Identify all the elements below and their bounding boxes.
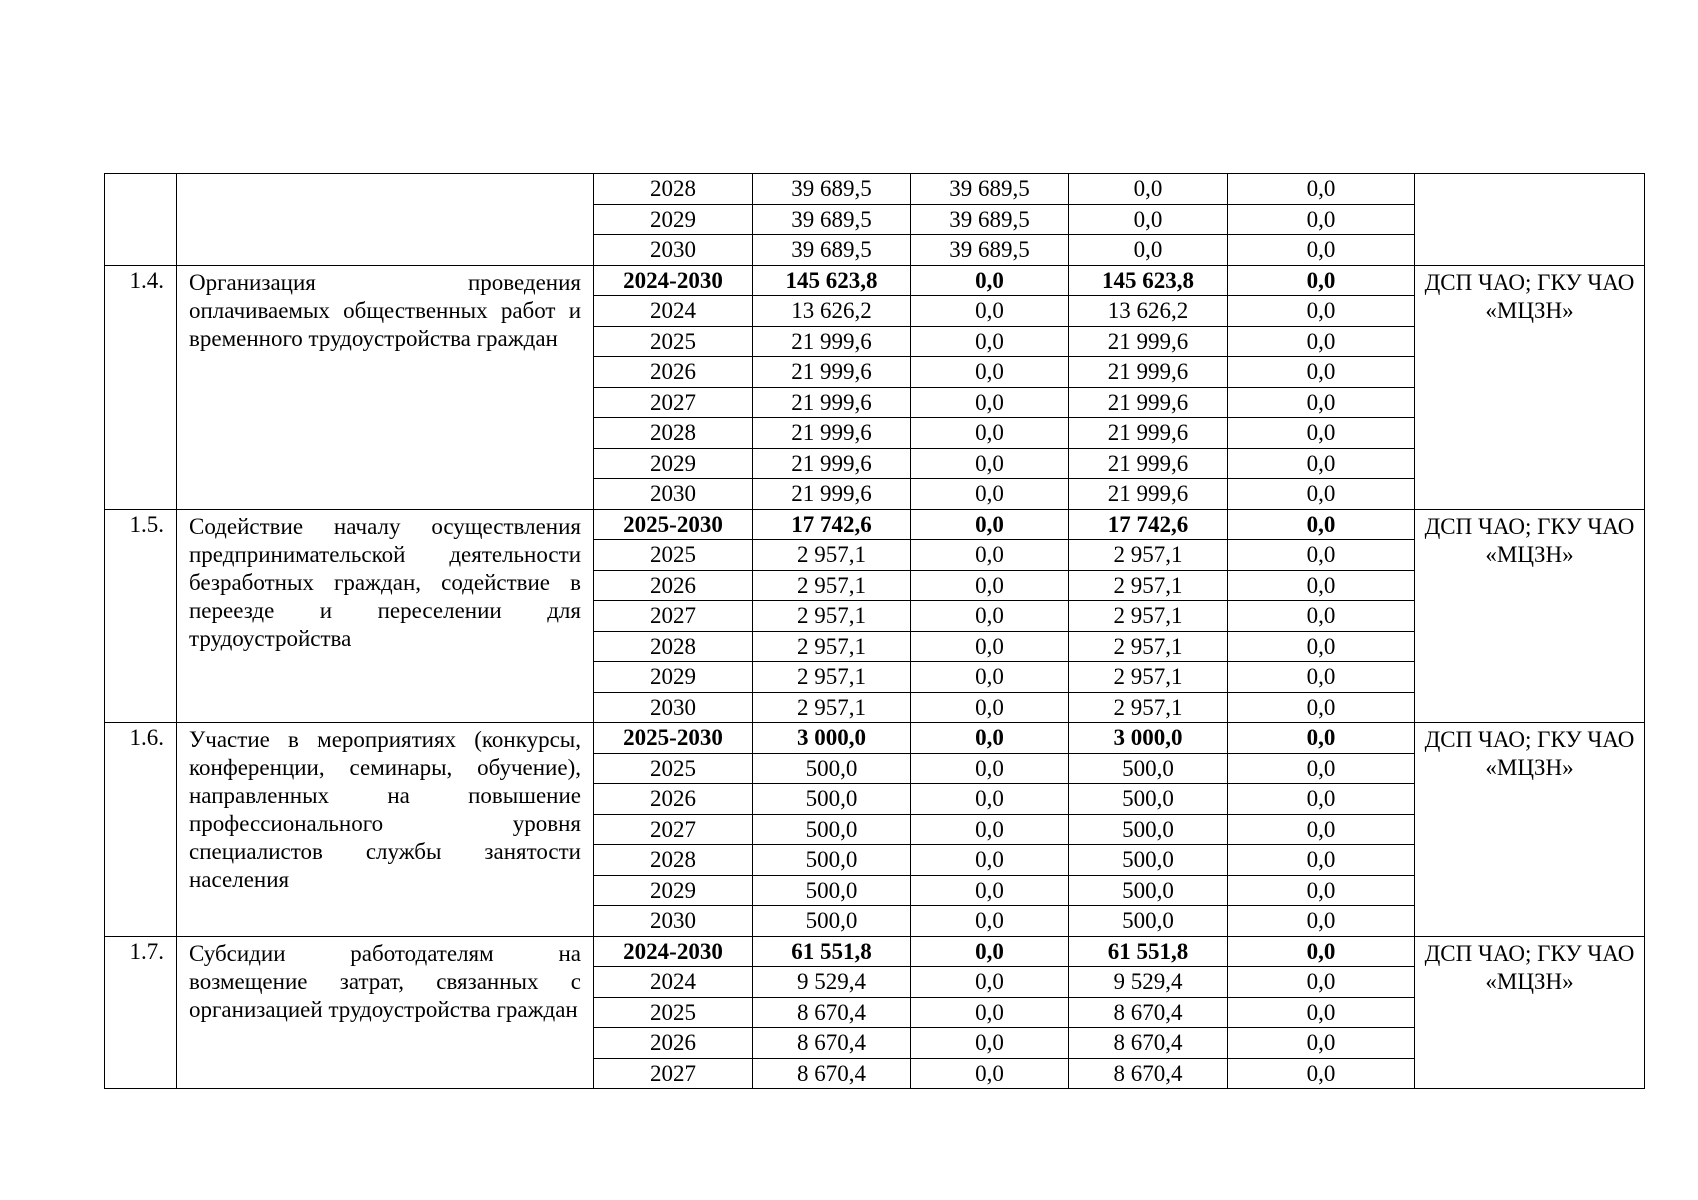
funding-col-1-cell: 0,0 xyxy=(911,631,1069,662)
funding-col-2-cell: 500,0 xyxy=(1069,814,1228,845)
funding-col-3-cell: 0,0 xyxy=(1228,723,1415,754)
funding-col-1-cell: 0,0 xyxy=(911,601,1069,632)
funding-col-2-cell: 2 957,1 xyxy=(1069,570,1228,601)
executor-cell: ДСП ЧАО; ГКУ ЧАО «МЦЗН» xyxy=(1415,936,1645,1089)
funding-col-1-cell: 0,0 xyxy=(911,997,1069,1028)
table-row-total xyxy=(105,936,1645,967)
year-cell: 2029 xyxy=(594,875,753,906)
year-cell: 2025-2030 xyxy=(594,509,753,540)
total-cell: 8 670,4 xyxy=(753,1058,911,1089)
total-cell: 3 000,0 xyxy=(753,723,911,754)
funding-col-2-cell: 13 626,2 xyxy=(1069,296,1228,327)
funding-col-1-cell: 0,0 xyxy=(911,723,1069,754)
funding-col-2-cell: 0,0 xyxy=(1069,174,1228,205)
year-cell: 2026 xyxy=(594,1028,753,1059)
funding-col-3-cell: 0,0 xyxy=(1228,174,1415,205)
total-cell: 500,0 xyxy=(753,906,911,937)
table-body xyxy=(105,174,1645,1089)
funding-col-1-cell: 0,0 xyxy=(911,692,1069,723)
funding-col-3-cell: 0,0 xyxy=(1228,235,1415,266)
item-number-cell: 1.4. xyxy=(105,265,177,509)
year-cell: 2029 xyxy=(594,204,753,235)
item-number-cell: 1.6. xyxy=(105,723,177,937)
funding-col-1-cell: 0,0 xyxy=(911,753,1069,784)
funding-col-2-cell: 8 670,4 xyxy=(1069,997,1228,1028)
funding-col-3-cell: 0,0 xyxy=(1228,601,1415,632)
funding-col-1-cell: 0,0 xyxy=(911,967,1069,998)
total-cell: 21 999,6 xyxy=(753,479,911,510)
executor-cell: ДСП ЧАО; ГКУ ЧАО «МЦЗН» xyxy=(1415,723,1645,937)
funding-col-2-cell: 2 957,1 xyxy=(1069,662,1228,693)
total-cell: 145 623,8 xyxy=(753,265,911,296)
total-cell: 2 957,1 xyxy=(753,631,911,662)
funding-col-1-cell: 39 689,5 xyxy=(911,235,1069,266)
total-cell: 39 689,5 xyxy=(753,204,911,235)
funding-col-3-cell: 0,0 xyxy=(1228,906,1415,937)
funding-col-1-cell: 0,0 xyxy=(911,265,1069,296)
funding-col-2-cell: 0,0 xyxy=(1069,235,1228,266)
year-cell: 2025 xyxy=(594,997,753,1028)
funding-col-1-cell: 0,0 xyxy=(911,906,1069,937)
year-cell: 2027 xyxy=(594,387,753,418)
year-cell: 2024 xyxy=(594,296,753,327)
item-name-cell: Участие в мероприятиях (конкурсы, конференции, семинары, обучение), направленных на повышение профессионального уровня специалистов службы занятости населения xyxy=(177,723,594,937)
total-cell: 500,0 xyxy=(753,875,911,906)
funding-col-1-cell: 0,0 xyxy=(911,875,1069,906)
funding-col-3-cell: 0,0 xyxy=(1228,509,1415,540)
total-cell: 17 742,6 xyxy=(753,509,911,540)
executor-cell: ДСП ЧАО; ГКУ ЧАО «МЦЗН» xyxy=(1415,265,1645,509)
funding-col-3-cell: 0,0 xyxy=(1228,265,1415,296)
year-cell: 2030 xyxy=(594,906,753,937)
funding-col-2-cell: 21 999,6 xyxy=(1069,326,1228,357)
funding-col-2-cell: 500,0 xyxy=(1069,784,1228,815)
funding-col-3-cell: 0,0 xyxy=(1228,448,1415,479)
table-row-total xyxy=(105,723,1645,754)
funding-col-3-cell: 0,0 xyxy=(1228,1058,1415,1089)
year-cell: 2025-2030 xyxy=(594,723,753,754)
year-cell: 2024 xyxy=(594,967,753,998)
table-row-total xyxy=(105,265,1645,296)
total-cell: 39 689,5 xyxy=(753,235,911,266)
total-cell: 500,0 xyxy=(753,845,911,876)
year-cell: 2028 xyxy=(594,631,753,662)
funding-col-2-cell: 21 999,6 xyxy=(1069,357,1228,388)
total-cell: 9 529,4 xyxy=(753,967,911,998)
funding-col-1-cell: 0,0 xyxy=(911,936,1069,967)
budget-table xyxy=(104,173,1645,1089)
funding-col-3-cell: 0,0 xyxy=(1228,387,1415,418)
funding-col-1-cell: 0,0 xyxy=(911,570,1069,601)
funding-col-1-cell: 0,0 xyxy=(911,296,1069,327)
total-cell: 500,0 xyxy=(753,814,911,845)
year-cell: 2027 xyxy=(594,814,753,845)
item-name-cell: Субсидии работодателям на возмещение затрат, связанных с организацией трудоустройства граждан xyxy=(177,936,594,1089)
funding-col-3-cell: 0,0 xyxy=(1228,204,1415,235)
funding-col-3-cell: 0,0 xyxy=(1228,814,1415,845)
funding-col-2-cell: 500,0 xyxy=(1069,875,1228,906)
funding-col-3-cell: 0,0 xyxy=(1228,784,1415,815)
funding-col-3-cell: 0,0 xyxy=(1228,662,1415,693)
funding-col-3-cell: 0,0 xyxy=(1228,479,1415,510)
funding-col-2-cell: 2 957,1 xyxy=(1069,540,1228,571)
funding-col-2-cell: 21 999,6 xyxy=(1069,418,1228,449)
funding-col-2-cell: 61 551,8 xyxy=(1069,936,1228,967)
funding-col-2-cell: 2 957,1 xyxy=(1069,692,1228,723)
year-cell: 2028 xyxy=(594,174,753,205)
total-cell: 21 999,6 xyxy=(753,387,911,418)
total-cell: 21 999,6 xyxy=(753,448,911,479)
funding-col-1-cell: 0,0 xyxy=(911,357,1069,388)
funding-col-2-cell: 8 670,4 xyxy=(1069,1028,1228,1059)
funding-col-3-cell: 0,0 xyxy=(1228,936,1415,967)
funding-col-3-cell: 0,0 xyxy=(1228,570,1415,601)
item-number-cell: 1.5. xyxy=(105,509,177,723)
funding-col-3-cell: 0,0 xyxy=(1228,967,1415,998)
item-name-cell: Содействие началу осуществления предпринимательской деятельности безработных граждан, содействие в переезде и переселении для трудоустройства xyxy=(177,509,594,723)
total-cell: 500,0 xyxy=(753,784,911,815)
funding-col-3-cell: 0,0 xyxy=(1228,357,1415,388)
year-cell: 2029 xyxy=(594,448,753,479)
funding-col-3-cell: 0,0 xyxy=(1228,296,1415,327)
year-cell: 2025 xyxy=(594,540,753,571)
funding-col-1-cell: 0,0 xyxy=(911,540,1069,571)
item-number-cell xyxy=(105,174,177,266)
funding-col-3-cell: 0,0 xyxy=(1228,753,1415,784)
funding-col-1-cell: 39 689,5 xyxy=(911,174,1069,205)
funding-col-2-cell: 500,0 xyxy=(1069,845,1228,876)
table-row xyxy=(105,174,1645,205)
funding-col-1-cell: 0,0 xyxy=(911,448,1069,479)
funding-col-2-cell: 145 623,8 xyxy=(1069,265,1228,296)
total-cell: 39 689,5 xyxy=(753,174,911,205)
funding-col-1-cell: 0,0 xyxy=(911,814,1069,845)
total-cell: 8 670,4 xyxy=(753,1028,911,1059)
funding-col-2-cell: 500,0 xyxy=(1069,906,1228,937)
funding-col-3-cell: 0,0 xyxy=(1228,997,1415,1028)
total-cell: 21 999,6 xyxy=(753,357,911,388)
funding-col-1-cell: 0,0 xyxy=(911,784,1069,815)
funding-col-2-cell: 21 999,6 xyxy=(1069,479,1228,510)
funding-col-3-cell: 0,0 xyxy=(1228,1028,1415,1059)
funding-col-3-cell: 0,0 xyxy=(1228,418,1415,449)
funding-col-3-cell: 0,0 xyxy=(1228,326,1415,357)
year-cell: 2028 xyxy=(594,845,753,876)
funding-col-2-cell: 2 957,1 xyxy=(1069,601,1228,632)
year-cell: 2026 xyxy=(594,357,753,388)
total-cell: 2 957,1 xyxy=(753,601,911,632)
total-cell: 500,0 xyxy=(753,753,911,784)
total-cell: 2 957,1 xyxy=(753,692,911,723)
year-cell: 2027 xyxy=(594,1058,753,1089)
year-cell: 2030 xyxy=(594,479,753,510)
total-cell: 8 670,4 xyxy=(753,997,911,1028)
funding-col-1-cell: 0,0 xyxy=(911,662,1069,693)
funding-col-2-cell: 2 957,1 xyxy=(1069,631,1228,662)
executor-cell: ДСП ЧАО; ГКУ ЧАО «МЦЗН» xyxy=(1415,509,1645,723)
funding-col-1-cell: 0,0 xyxy=(911,1028,1069,1059)
funding-col-2-cell: 17 742,6 xyxy=(1069,509,1228,540)
funding-col-2-cell: 0,0 xyxy=(1069,204,1228,235)
year-cell: 2030 xyxy=(594,692,753,723)
funding-col-2-cell: 3 000,0 xyxy=(1069,723,1228,754)
funding-col-3-cell: 0,0 xyxy=(1228,845,1415,876)
funding-col-2-cell: 8 670,4 xyxy=(1069,1058,1228,1089)
funding-col-1-cell: 0,0 xyxy=(911,387,1069,418)
item-name-cell xyxy=(177,174,594,266)
funding-col-1-cell: 0,0 xyxy=(911,509,1069,540)
year-cell: 2027 xyxy=(594,601,753,632)
year-cell: 2029 xyxy=(594,662,753,693)
year-cell: 2024-2030 xyxy=(594,936,753,967)
total-cell: 2 957,1 xyxy=(753,540,911,571)
year-cell: 2025 xyxy=(594,753,753,784)
total-cell: 61 551,8 xyxy=(753,936,911,967)
funding-col-1-cell: 0,0 xyxy=(911,1058,1069,1089)
year-cell: 2028 xyxy=(594,418,753,449)
year-cell: 2026 xyxy=(594,570,753,601)
funding-col-3-cell: 0,0 xyxy=(1228,692,1415,723)
item-number-cell: 1.7. xyxy=(105,936,177,1089)
funding-col-1-cell: 0,0 xyxy=(911,418,1069,449)
total-cell: 13 626,2 xyxy=(753,296,911,327)
total-cell: 2 957,1 xyxy=(753,662,911,693)
total-cell: 21 999,6 xyxy=(753,326,911,357)
funding-col-3-cell: 0,0 xyxy=(1228,540,1415,571)
funding-col-2-cell: 21 999,6 xyxy=(1069,387,1228,418)
funding-col-1-cell: 39 689,5 xyxy=(911,204,1069,235)
year-cell: 2026 xyxy=(594,784,753,815)
funding-col-1-cell: 0,0 xyxy=(911,845,1069,876)
year-cell: 2025 xyxy=(594,326,753,357)
year-cell: 2024-2030 xyxy=(594,265,753,296)
funding-col-2-cell: 500,0 xyxy=(1069,753,1228,784)
funding-col-1-cell: 0,0 xyxy=(911,326,1069,357)
table-row-total xyxy=(105,509,1645,540)
funding-col-3-cell: 0,0 xyxy=(1228,631,1415,662)
funding-col-2-cell: 9 529,4 xyxy=(1069,967,1228,998)
funding-col-1-cell: 0,0 xyxy=(911,479,1069,510)
executor-cell xyxy=(1415,174,1645,266)
year-cell: 2030 xyxy=(594,235,753,266)
total-cell: 21 999,6 xyxy=(753,418,911,449)
funding-col-2-cell: 21 999,6 xyxy=(1069,448,1228,479)
item-name-cell: Организация проведения оплачиваемых общественных работ и временного трудоустройства граждан xyxy=(177,265,594,509)
funding-col-3-cell: 0,0 xyxy=(1228,875,1415,906)
total-cell: 2 957,1 xyxy=(753,570,911,601)
